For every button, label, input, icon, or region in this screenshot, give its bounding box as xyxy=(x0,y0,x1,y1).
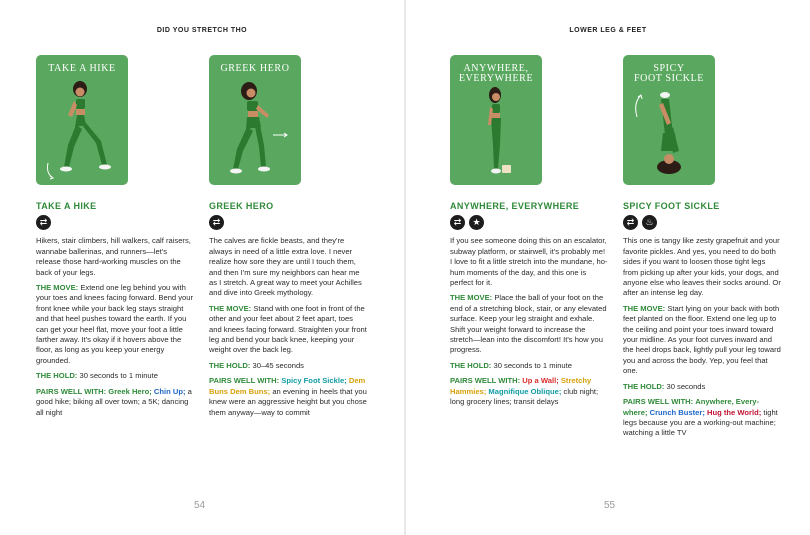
exercise-title: TAKE A HIKE xyxy=(36,201,97,211)
exercise-photo-card xyxy=(36,55,128,185)
exercise-intro: Hikers, stair climbers, hill walkers, calf raisers, wannabe ballerinas, and runners—let's release those hard-working muscles on the back of your legs. xyxy=(36,236,191,277)
hold-paragraph xyxy=(623,382,781,392)
card-title: GREEK HERO xyxy=(220,63,290,74)
move-label: THE MOVE: xyxy=(36,283,79,293)
exercise-anywhere-everywhere xyxy=(450,55,608,413)
card-title xyxy=(623,64,715,84)
arrows-swap-icon: ⇄ xyxy=(36,215,51,230)
pairs-label: PAIRS WELL WITH: xyxy=(450,376,521,386)
pairs-label: PAIRS WELL WITH: xyxy=(623,397,694,407)
icon-row xyxy=(623,215,781,230)
page-number: 54 xyxy=(194,500,206,511)
exercise-photo-card xyxy=(209,55,301,185)
card-title xyxy=(450,64,542,84)
running-head: LOWER LEG & FEET xyxy=(569,27,647,34)
exercise-photo-card xyxy=(450,55,542,185)
move-text: Place the ball of your foot on the end of a stretching block, stair, or any elevated surface. Keep your leg straight and exhale. Shift your weight forward to increase the stretch—lean into the discomfort! It's how you progress. xyxy=(450,293,607,355)
pairs-rest: an evening in heels that you knew were an aggressive height but you chose them anyway—way to commit xyxy=(209,386,367,417)
exercise-title: SPICY FOOT SICKLE xyxy=(623,201,720,211)
pairs-paragraph xyxy=(209,376,367,418)
page-number: 55 xyxy=(604,500,616,511)
move-text: Stand with one foot in front of the other and your feet about 2 feet apart, toes and knees facing forward. Straighten your front leg and bend your back knee, keeping your weight over the back leg. xyxy=(209,303,367,355)
exercise-greek-hero xyxy=(209,55,367,423)
pairs-rest: a good hike; biking all over town; a 5K; dancing all night xyxy=(36,386,192,417)
hold-text: 30 seconds xyxy=(666,381,706,391)
lunge-figure-illustration xyxy=(36,55,128,185)
pairs-paragraph xyxy=(36,387,194,418)
card-title-line: EVERYWHERE xyxy=(458,73,534,84)
hold-paragraph xyxy=(209,361,367,371)
move-label: THE MOVE: xyxy=(209,303,252,313)
exercise-intro: If you see someone doing this on an escalator, subway platform, or stairwell, it's probably me! I love to fit a little stretch into the mundane, ho-hum moments of the day, and this one is perfect for it. xyxy=(450,236,608,288)
pairs-link: Hug the World; xyxy=(707,407,762,417)
hold-label: THE HOLD: xyxy=(450,360,492,370)
icon-row xyxy=(36,215,194,230)
hold-text: 30 seconds to 1 minute xyxy=(79,371,158,381)
move-paragraph xyxy=(623,304,781,377)
pairs-paragraph xyxy=(450,376,608,407)
pairs-link: Magnifique Oblique; xyxy=(488,386,562,396)
move-text: Start lying on your back with both feet planted on the floor. Extend one leg up to the ceiling and point your toes inward toward your midline. As your foot curves inward and the heel drops back, lightly pull your leg toward you and across the body. Yep, you feel that one. xyxy=(623,303,781,376)
arrows-swap-icon: ⇄ xyxy=(450,215,465,230)
pairs-rest: club night; long grocery lines; transit delays xyxy=(450,386,599,407)
pairs-link: Greek Hero; xyxy=(108,386,152,396)
pairs-link: Spicy Foot Sickle; xyxy=(281,376,347,386)
star-icon: ★ xyxy=(469,215,484,230)
card-title-line: SPICY xyxy=(653,63,685,74)
pepper-icon: ♨ xyxy=(642,215,657,230)
hold-text: 30–45 seconds xyxy=(252,360,304,370)
pairs-link: Stretchy Hammies; xyxy=(450,376,592,396)
left-page xyxy=(0,0,404,535)
arrows-swap-icon: ⇄ xyxy=(209,215,224,230)
hold-label: THE HOLD: xyxy=(623,381,665,391)
move-paragraph xyxy=(36,283,194,366)
exercise-take-a-hike xyxy=(36,55,194,423)
hold-paragraph xyxy=(36,371,194,381)
icon-row xyxy=(209,215,367,230)
pairs-link: Anywhere, Every-where; xyxy=(623,397,760,417)
pairs-paragraph xyxy=(623,397,781,439)
exercise-spicy-foot-sickle xyxy=(623,55,781,444)
hold-paragraph xyxy=(450,361,608,371)
move-label: THE MOVE: xyxy=(450,293,493,303)
move-paragraph xyxy=(209,304,367,356)
hold-label: THE HOLD: xyxy=(209,360,251,370)
pairs-link: Crunch Buster; xyxy=(649,407,705,417)
pairs-rest: tight legs because you are a working-out machine; watching a little TV xyxy=(623,407,778,438)
pairs-link: Chin Up; xyxy=(153,386,186,396)
exercise-intro: The calves are fickle beasts, and they're always in need of a little extra love. I never realize how sore they are until I touch them, and then I'm sure my neighbors can hear me as I stretch. A great way to meet your Achilles and dive into Greek mythology. xyxy=(209,236,362,298)
move-paragraph xyxy=(450,293,608,355)
pairs-label: PAIRS WELL WITH: xyxy=(36,386,107,396)
move-text: Extend one leg behind you with your toes and knees facing forward. Bend your front knee while your back leg stays straight and that heel pushes toward the earth. If you can get your heel flat, move your foot a little farther away. It's okay if it hovers above the floor, as long as you keep your energy grounded. xyxy=(36,283,194,365)
pairs-link: Up a Wall; xyxy=(522,376,559,386)
card-title-line: FOOT SICKLE xyxy=(633,73,705,84)
move-label: THE MOVE: xyxy=(623,303,666,313)
exercise-photo-card xyxy=(623,55,715,185)
pairs-label: PAIRS WELL WITH: xyxy=(209,376,280,386)
hold-label: THE HOLD: xyxy=(36,371,78,381)
icon-row xyxy=(450,215,608,230)
hold-text: 30 seconds to 1 minute xyxy=(493,360,572,370)
pairs-link: Dem Buns Dem Buns; xyxy=(209,376,366,396)
right-page xyxy=(406,0,810,535)
exercise-intro: This one is tangy like zesty grapefruit and your favorite pickles. And yes, you need to do both sides if you want to loosen those tight legs from picking up after your kids, your dogs, and anyone else who leaves their socks around. Or after an intense leg day. xyxy=(623,236,781,298)
arrows-swap-icon: ⇄ xyxy=(623,215,638,230)
exercise-title: ANYWHERE, EVERYWHERE xyxy=(450,201,580,211)
card-title: TAKE A HIKE xyxy=(48,63,116,74)
running-head: DID YOU STRETCH THO xyxy=(156,27,248,34)
calf-stretch-figure-illustration xyxy=(209,55,301,185)
exercise-title: GREEK HERO xyxy=(209,201,274,211)
card-title-line: ANYWHERE, xyxy=(463,63,529,74)
